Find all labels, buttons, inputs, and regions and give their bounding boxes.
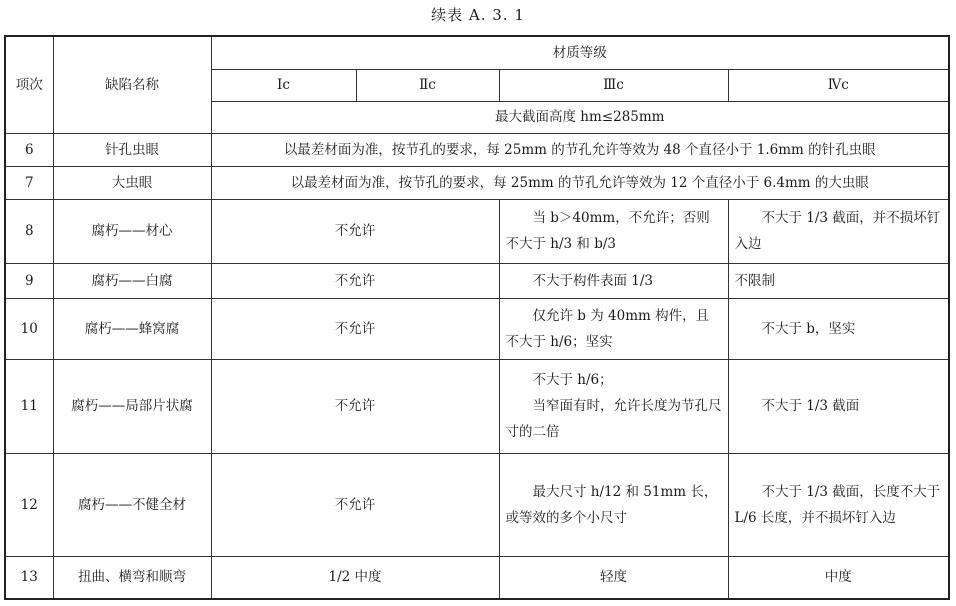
row-no: 7 bbox=[5, 166, 53, 199]
row-grade-4: 不大于 b，坚实 bbox=[728, 298, 949, 359]
row-name: 腐朽——局部片状腐 bbox=[53, 359, 211, 453]
row-grade-1-2: 不允许 bbox=[211, 298, 499, 359]
row-grade-3-line: 不大于 h/6； bbox=[532, 372, 613, 388]
row-no: 13 bbox=[5, 556, 53, 599]
row-grade-1-2: 不允许 bbox=[211, 263, 499, 298]
row-no: 11 bbox=[5, 359, 53, 453]
row-no: 12 bbox=[5, 453, 53, 556]
row-no: 9 bbox=[5, 263, 53, 298]
row-grade-1-2: 不允许 bbox=[211, 199, 499, 263]
table-row bbox=[5, 199, 949, 263]
table-row bbox=[5, 133, 949, 166]
row-grade-3: 当 b＞40mm，不允许；否则不大于 h/3 和 b/3 bbox=[499, 199, 728, 263]
table-row bbox=[5, 298, 949, 359]
row-name: 扭曲、横弯和顺弯 bbox=[53, 556, 211, 599]
table-row bbox=[5, 166, 949, 199]
row-grade-3: 不大于构件表面 1/3 bbox=[499, 263, 728, 298]
row-name: 腐朽——蜂窝腐 bbox=[53, 298, 211, 359]
header-grade-group: 材质等级 bbox=[211, 36, 949, 69]
row-grade-4: 不限制 bbox=[728, 263, 949, 298]
row-grade-3: 轻度 bbox=[499, 556, 728, 599]
table-row bbox=[5, 263, 949, 298]
row-grade-3 bbox=[499, 359, 728, 453]
row-grade-4: 中度 bbox=[728, 556, 949, 599]
row-name: 腐朽——材心 bbox=[53, 199, 211, 263]
row-grade-3-line: 当窄面有时，允许长度为节孔尺寸的二倍 bbox=[505, 398, 722, 440]
row-name: 大虫眼 bbox=[53, 166, 211, 199]
table-row bbox=[5, 453, 949, 556]
row-grade-1-2: 1/2 中度 bbox=[211, 556, 499, 599]
row-no: 8 bbox=[5, 199, 53, 263]
header-defect-name: 缺陷名称 bbox=[53, 36, 211, 133]
header-grade-2: Ⅱc bbox=[356, 69, 499, 101]
table-row bbox=[5, 359, 949, 453]
header-grade-3: Ⅲc bbox=[499, 69, 728, 101]
row-grade-4: 不大于 1/3 截面 bbox=[728, 359, 949, 453]
row-requirement: 以最差材面为准，按节孔的要求，每 25mm 的节孔允许等效为 48 个直径小于 1.6mm 的针孔虫眼 bbox=[211, 133, 949, 166]
row-grade-1-2: 不允许 bbox=[211, 359, 499, 453]
row-name: 腐朽——白腐 bbox=[53, 263, 211, 298]
header-grade-1: Ⅰc bbox=[211, 69, 356, 101]
header-grade-4: Ⅳc bbox=[728, 69, 949, 101]
row-grade-4: 不大于 1/3 截面，长度不大于 L/6 长度，并不损坏钉入边 bbox=[728, 453, 949, 556]
row-no: 10 bbox=[5, 298, 53, 359]
row-name: 腐朽——不健全材 bbox=[53, 453, 211, 556]
row-grade-1-2: 不允许 bbox=[211, 453, 499, 556]
row-grade-3: 最大尺寸 h/12 和 51mm 长，或等效的多个小尺寸 bbox=[499, 453, 728, 556]
row-grade-4: 不大于 1/3 截面，并不损坏钉入边 bbox=[728, 199, 949, 263]
table-title: 续表 A. 3. 1 bbox=[431, 6, 525, 24]
row-no: 6 bbox=[5, 133, 53, 166]
header-item-no: 项次 bbox=[5, 36, 53, 133]
header-section-limit: 最大截面高度 hm≤285mm bbox=[211, 101, 949, 133]
row-requirement: 以最差材面为准，按节孔的要求，每 25mm 的节孔允许等效为 12 个直径小于 6.4mm 的大虫眼 bbox=[211, 166, 949, 199]
defect-grade-table bbox=[4, 35, 950, 600]
table-row bbox=[5, 556, 949, 599]
row-grade-3: 仅允许 b 为 40mm 构件，且不大于 h/6；坚实 bbox=[499, 298, 728, 359]
row-name: 针孔虫眼 bbox=[53, 133, 211, 166]
